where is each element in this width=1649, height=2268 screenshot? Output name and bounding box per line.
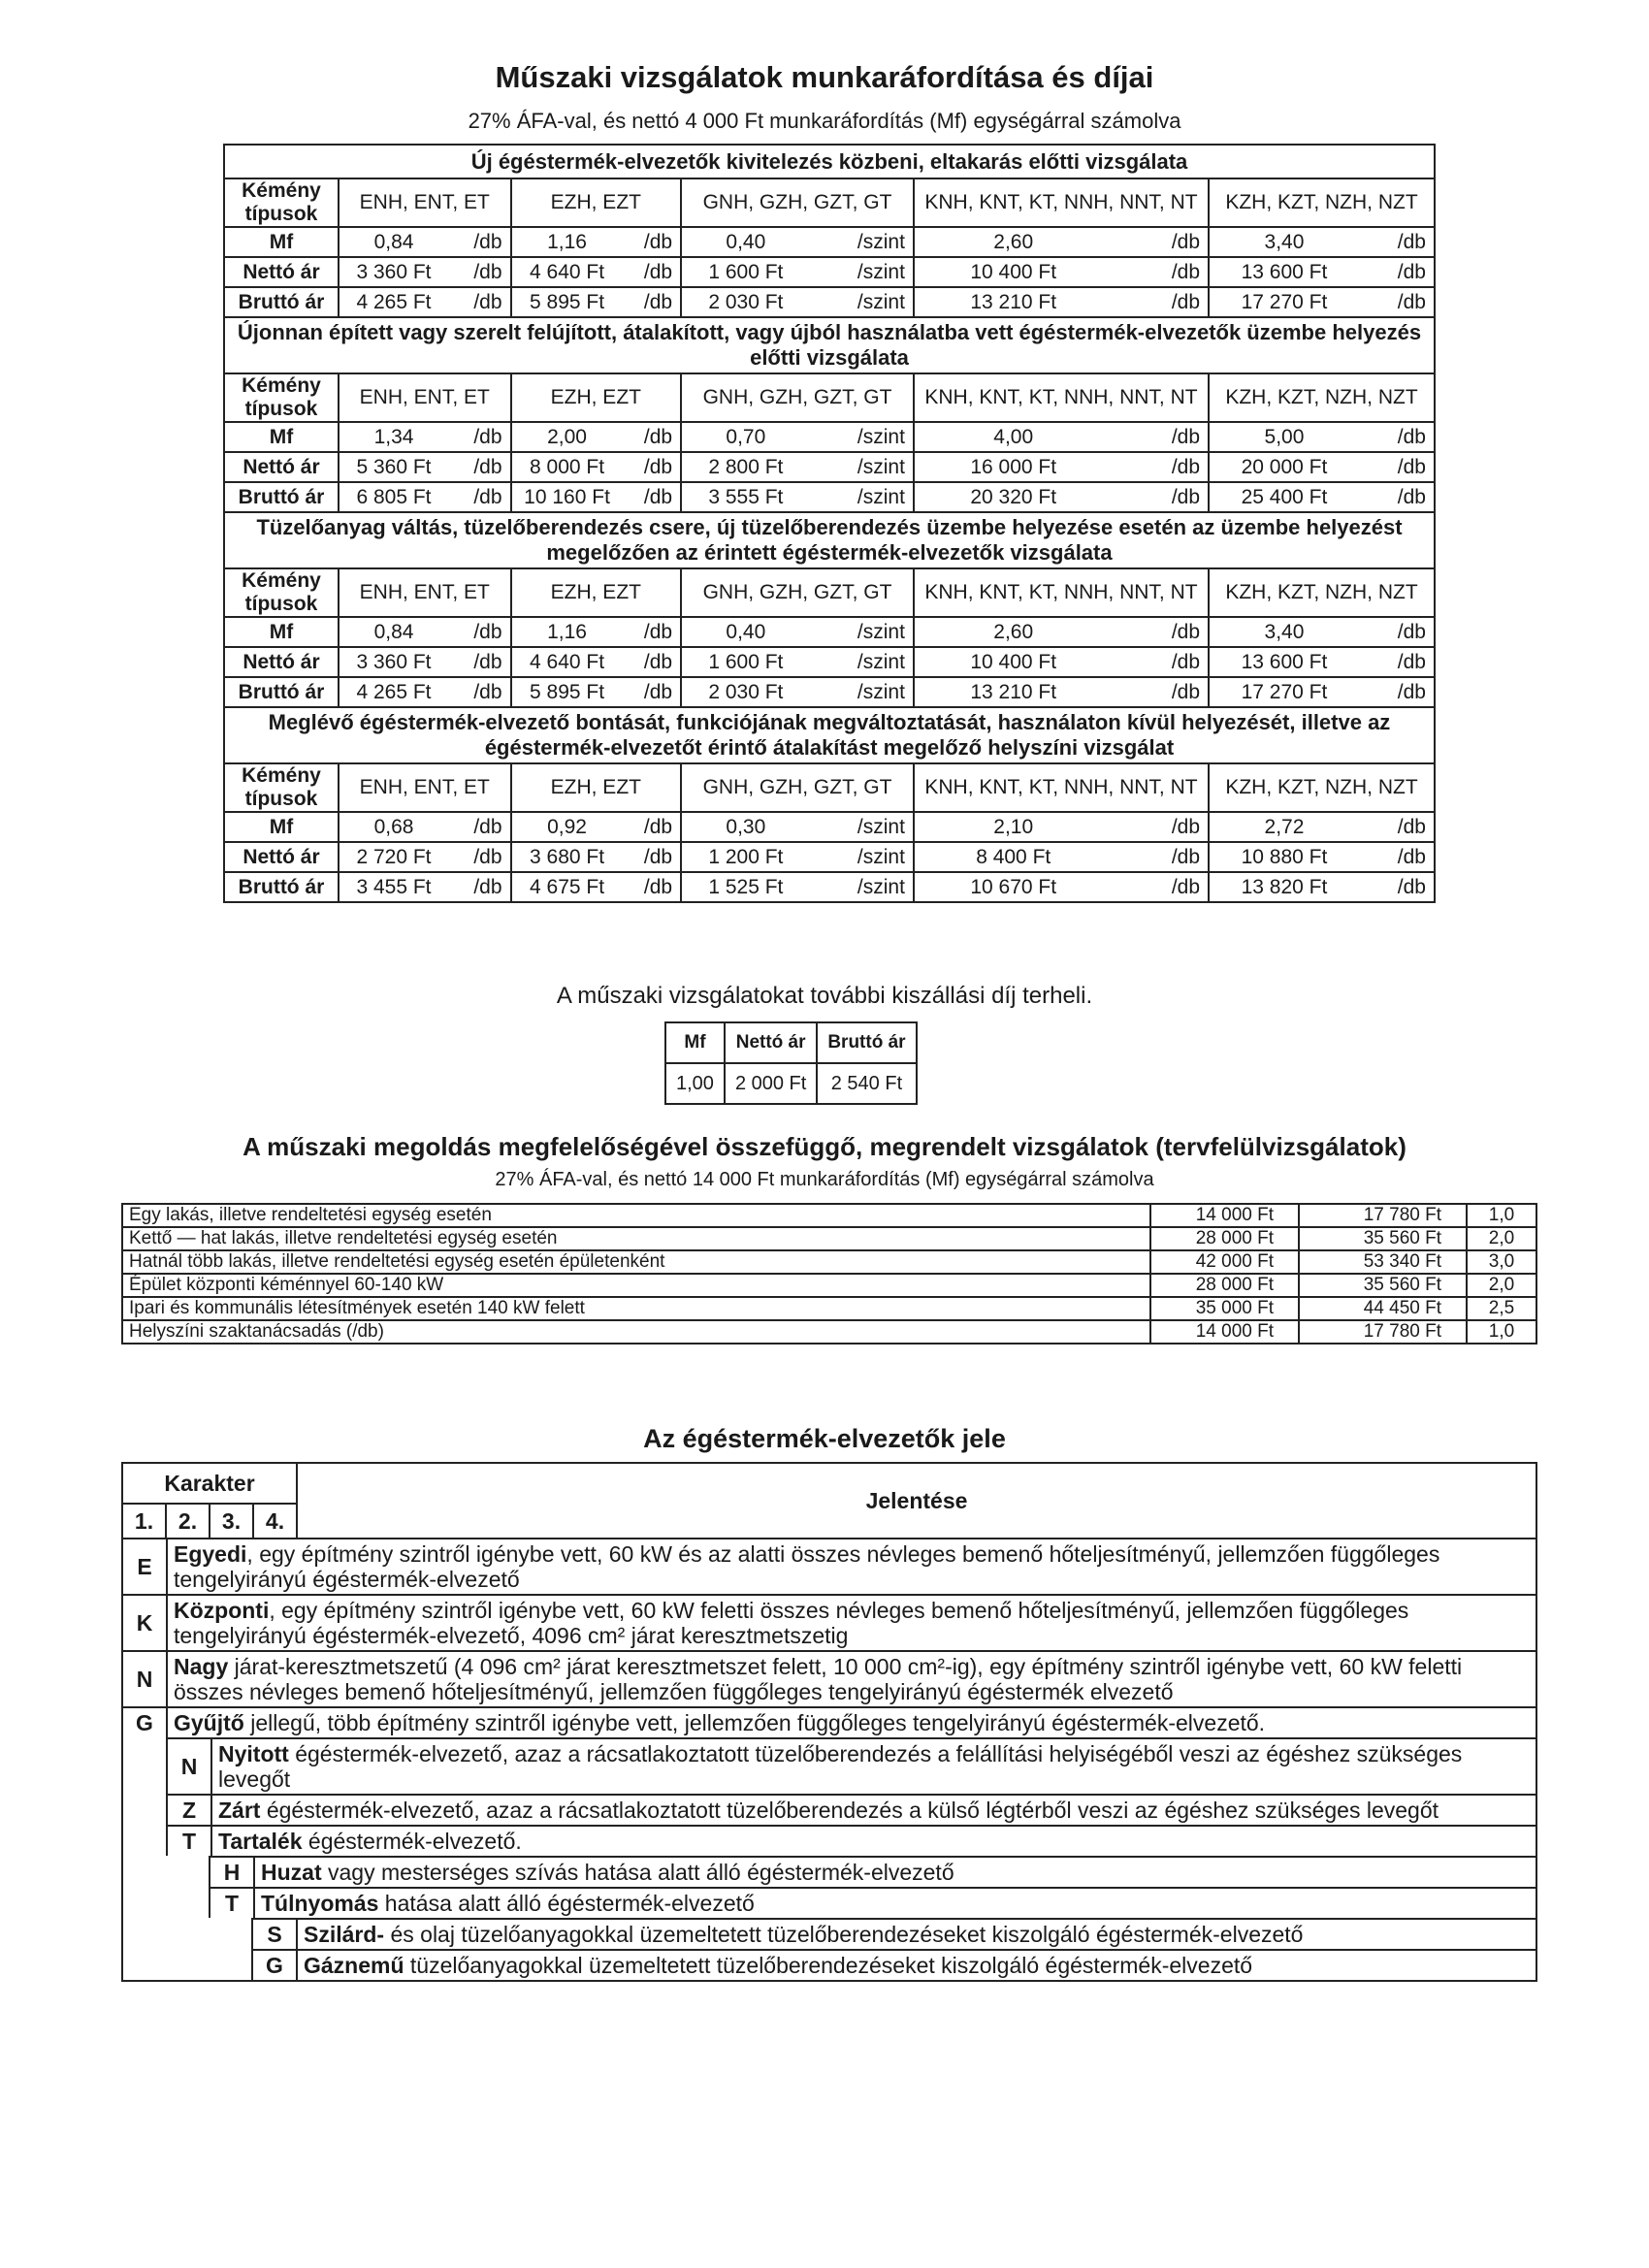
unit-label: /db [623,287,682,317]
unit-label: /db [1113,287,1210,317]
legend-meaning [212,1796,1537,1825]
net-value: 5 360 Ft [339,452,448,482]
unit-label: /db [1359,677,1435,707]
net-value: 16 000 Ft [914,452,1113,482]
unit-label: /db [448,647,511,677]
chimney-type-header: KNH, KNT, KT, NNH, NNT, NT [914,568,1209,617]
legend-code: T [168,1827,212,1856]
unit-label: /db [1359,422,1435,452]
inspection-price-table [223,144,1436,903]
legend-title: Az égéstermék-elvezetők jele [643,1424,1006,1453]
legend-description: vagy mesterséges szívás hatása alatt álló égéstermék-elvezető [321,1860,954,1885]
row-label-mf: Mf [224,812,339,842]
mf-value: 2,00 [511,422,623,452]
unit-label: /db [623,257,682,287]
gross-price: 35 560 Ft [1299,1274,1467,1297]
chimney-type-header: GNH, GZH, GZT, GT [681,373,914,422]
unit-label: /db [1359,812,1435,842]
mf-value: 3,0 [1467,1250,1536,1274]
unit-label: /db [448,617,511,647]
unit-label: /db [1113,812,1210,842]
legend-meaning [168,1596,1537,1650]
unit-label: /szint [810,647,914,677]
net-value: 3 680 Ft [511,842,623,872]
legend-row [209,1856,1537,1887]
chimney-type-header: GNH, GZH, GZT, GT [681,568,914,617]
unit-label: /szint [810,677,914,707]
unit-label: /db [448,287,511,317]
mf-value: 2,60 [914,227,1113,257]
plan-review-row [122,1297,1536,1320]
legend-col-1: 1. [123,1505,167,1538]
gross-value: 13 210 Ft [914,677,1113,707]
legend-col-2: 2. [167,1505,210,1538]
legend-meaning [212,1739,1537,1794]
mf-value: 2,60 [914,617,1113,647]
unit-label: /db [623,677,682,707]
legend-description: jellegű, több építmény szintről igénybe vett, jellemzően függőleges tengelyirányú égéstermék-elvezető. [243,1710,1266,1735]
legend-row [209,1887,1537,1918]
unit-label: /db [623,422,682,452]
travel-mf: 1,00 [665,1063,725,1104]
travel-net: 2 000 Ft [725,1063,817,1104]
mf-value: 2,72 [1209,812,1359,842]
net-price: 42 000 Ft [1150,1250,1299,1274]
service-label: Helyszíni szaktanácsadás (/db) [122,1320,1150,1344]
gross-price: 35 560 Ft [1299,1227,1467,1250]
travel-gross: 2 540 Ft [817,1063,916,1104]
net-value: 1 600 Ft [681,647,810,677]
net-value: 10 400 Ft [914,647,1113,677]
unit-label: /db [1113,482,1210,512]
row-label-net: Nettó ár [224,842,339,872]
chimney-type-header: EZH, EZT [511,568,682,617]
legend-description: hatása alatt álló égéstermék-elvezető [378,1891,755,1916]
chimney-types-label: Kémény típusok [224,763,339,812]
chimney-type-header: KZH, KZT, NZH, NZT [1209,763,1435,812]
legend-term: Gáznemű [304,1953,404,1978]
legend-description: tüzelőanyagokkal üzemeltetett tüzelőberendezéseket kiszolgáló égéstermék-elvezető [404,1953,1253,1978]
unit-label: /db [623,647,682,677]
mf-value: 0,40 [681,227,810,257]
mf-value: 0,92 [511,812,623,842]
unit-label: /db [1359,287,1435,317]
unit-label: /szint [810,482,914,512]
legend-code: S [253,1920,298,1949]
unit-label: /db [623,482,682,512]
unit-label: /db [623,872,682,902]
unit-label: /db [1359,482,1435,512]
chimney-types-label: Kémény típusok [224,373,339,422]
net-value: 3 360 Ft [339,647,448,677]
legend-code: G [253,1951,298,1980]
plan-review-row [122,1250,1536,1274]
gross-value: 1 525 Ft [681,872,810,902]
legend-row [166,1825,1537,1856]
legend-term: Nyitott [218,1741,289,1766]
legend-meaning [168,1539,1537,1594]
net-price: 14 000 Ft [1150,1204,1299,1227]
net-value: 8 000 Ft [511,452,623,482]
chimney-type-header: EZH, EZT [511,373,682,422]
net-value: 1 200 Ft [681,842,810,872]
gross-value: 25 400 Ft [1209,482,1359,512]
legend-meaning [212,1827,1537,1856]
unit-label: /szint [810,842,914,872]
plan-review-title: A műszaki megoldás megfelelőségével összefüggő, megrendelt vizsgálatok (tervfelülvizsgálatok) [242,1132,1406,1161]
chimney-type-header: ENH, ENT, ET [339,373,511,422]
row-label-net: Nettó ár [224,452,339,482]
chimney-code-legend [121,1462,1537,1982]
net-value: 13 600 Ft [1209,647,1359,677]
chimney-type-header: ENH, ENT, ET [339,763,511,812]
legend-description: égéstermék-elvezető, azaz a rácsatlakoztatott tüzelőberendezés a felállítási helyiségéből veszi az égéshez szükséges levegőt [218,1741,1463,1792]
section-heading: Újonnan épített vagy szerelt felújított, átalakított, vagy újból használatba vett égéstermék-elvezetők üzembe helyezés előtti vizsgálata [224,317,1435,373]
net-value: 1 600 Ft [681,257,810,287]
unit-label: /db [1113,617,1210,647]
gross-value: 10 670 Ft [914,872,1113,902]
mf-value: 2,10 [914,812,1113,842]
chimney-types-label: Kémény típusok [224,568,339,617]
unit-label: /db [1113,257,1210,287]
net-price: 35 000 Ft [1150,1297,1299,1320]
legend-row [251,1918,1537,1949]
legend-code: E [123,1539,168,1594]
service-label: Egy lakás, illetve rendeltetési egység esetén [122,1204,1150,1227]
plan-review-row [122,1204,1536,1227]
gross-value: 20 320 Ft [914,482,1113,512]
gross-value: 4 265 Ft [339,677,448,707]
page-subtitle: 27% ÁFA-val, és nettó 4 000 Ft munkaráfordítás (Mf) egységárral számolva [468,109,1181,133]
legend-description: és olaj tüzelőanyagokkal üzemeltetett tüzelőberendezéseket kiszolgáló égéstermék-elvezető [384,1922,1304,1947]
legend-row [123,1650,1537,1706]
net-price: 28 000 Ft [1150,1227,1299,1250]
mf-value: 1,16 [511,617,623,647]
legend-karakter-header: Karakter [123,1464,296,1505]
legend-code: G [123,1708,168,1737]
legend-row [123,1706,1537,1737]
unit-label: /db [448,452,511,482]
net-value: 4 640 Ft [511,647,623,677]
legend-meaning [255,1858,1537,1887]
chimney-type-header: ENH, ENT, ET [339,178,511,227]
legend-row [123,1538,1537,1594]
net-value: 4 640 Ft [511,257,623,287]
unit-label: /db [1359,647,1435,677]
mf-value: 1,34 [339,422,448,452]
mf-value: 1,0 [1467,1204,1536,1227]
mf-value: 3,40 [1209,227,1359,257]
mf-value: 2,5 [1467,1297,1536,1320]
legend-description: égéstermék-elvezető. [302,1829,522,1854]
legend-term: Túlnyomás [261,1891,379,1916]
legend-term: Nagy [174,1654,229,1679]
chimney-type-header: KZH, KZT, NZH, NZT [1209,373,1435,422]
travel-fee-table [664,1021,918,1105]
chimney-type-header: EZH, EZT [511,763,682,812]
legend-meaning [168,1708,1537,1737]
page-title: Műszaki vizsgálatok munkaráfordítása és díjai [495,60,1154,94]
unit-label: /db [448,227,511,257]
legend-term: Tartalék [218,1829,303,1854]
row-label-mf: Mf [224,227,339,257]
section-heading: Meglévő égéstermék-elvezető bontását, funkciójának megváltoztatását, használaton kívül helyezését, illetve az égéstermék-elvezetőt érintő átalakítást megelőző helyszíni vizsgálat [224,707,1435,763]
service-label: Ipari és kommunális létesítmények esetén 140 kW felett [122,1297,1150,1320]
unit-label: /szint [810,422,914,452]
unit-label: /db [1113,452,1210,482]
legend-meaning [168,1652,1537,1706]
legend-col-4: 4. [265,1508,285,1534]
plan-review-row [122,1227,1536,1250]
unit-label: /db [448,872,511,902]
row-label-gross: Bruttó ár [224,677,339,707]
net-value: 3 360 Ft [339,257,448,287]
chimney-type-header: KZH, KZT, NZH, NZT [1209,178,1435,227]
unit-label: /szint [810,452,914,482]
legend-description: járat-keresztmetszetű (4 096 cm² járat keresztmetszet felett, 10 000 cm²-ig), egy építmény szintről igénybe vett, 60 kW feletti összes névleges bemenő hőteljesítményű, jellemzően függőleges tengelyirányú égéstermék elvezető [174,1654,1463,1704]
legend-row [251,1949,1537,1980]
legend-col-3: 3. [210,1505,254,1538]
legend-description: égéstermék-elvezető, azaz a rácsatlakoztatott tüzelőberendezés a külső légtérből veszi az égéshez szükséges levegőt [260,1798,1439,1823]
legend-description: , egy építmény szintről igénybe vett, 60 kW feletti összes névleges bemenő hőteljesítményű, jellemzően függőleges tengelyirányú égéstermék-elvezető, 4096 cm² járat keresztmetszetig [174,1598,1409,1648]
chimney-type-header: KNH, KNT, KT, NNH, NNT, NT [914,763,1209,812]
plan-review-row [122,1274,1536,1297]
mf-value: 0,30 [681,812,810,842]
legend-term: Zárt [218,1798,261,1823]
gross-value: 13 820 Ft [1209,872,1359,902]
row-label-net: Nettó ár [224,647,339,677]
gross-value: 10 160 Ft [511,482,623,512]
gross-value: 4 675 Ft [511,872,623,902]
service-label: Hatnál több lakás, illetve rendeltetési egység esetén épületenként [122,1250,1150,1274]
chimney-type-header: KNH, KNT, KT, NNH, NNT, NT [914,178,1209,227]
unit-label: /db [448,257,511,287]
mf-value: 0,68 [339,812,448,842]
unit-label: /db [448,842,511,872]
unit-label: /db [1359,617,1435,647]
unit-label: /db [1113,422,1210,452]
unit-label: /db [1359,842,1435,872]
gross-value: 17 270 Ft [1209,287,1359,317]
net-value: 10 400 Ft [914,257,1113,287]
unit-label: /db [448,812,511,842]
gross-value: 5 895 Ft [511,287,623,317]
mf-value: 3,40 [1209,617,1359,647]
section-heading: Új égéstermék-elvezetők kivitelezés közbeni, eltakarás előtti vizsgálata [224,145,1435,178]
gross-value: 2 030 Ft [681,287,810,317]
unit-label: /db [448,422,511,452]
legend-row [166,1794,1537,1825]
unit-label: /db [623,812,682,842]
legend-meaning [298,1951,1537,1980]
unit-label: /db [1113,227,1210,257]
gross-value: 3 555 Ft [681,482,810,512]
plan-review-row [122,1320,1536,1344]
chimney-type-header: KZH, KZT, NZH, NZT [1209,568,1435,617]
net-value: 8 400 Ft [914,842,1113,872]
unit-label: /db [448,482,511,512]
section-heading: Tüzelőanyag váltás, tüzelőberendezés csere, új tüzelőberendezés üzembe helyezése esetén az üzembe helyezést megelőzően az érintett égéstermék-elvezetők vizsgálata [224,512,1435,568]
mf-value: 2,0 [1467,1274,1536,1297]
row-label-gross: Bruttó ár [224,872,339,902]
gross-price: 53 340 Ft [1299,1250,1467,1274]
plan-review-table [121,1203,1537,1345]
plan-review-subtitle: 27% ÁFA-val, és nettó 14 000 Ft munkaráfordítás (Mf) egységárral számolva [495,1169,1154,1190]
chimney-type-header: GNH, GZH, GZT, GT [681,178,914,227]
gross-price: 44 450 Ft [1299,1297,1467,1320]
unit-label: /szint [810,872,914,902]
mf-value: 5,00 [1209,422,1359,452]
mf-value: 0,70 [681,422,810,452]
legend-term: Gyűjtő [174,1710,244,1735]
mf-value: 0,84 [339,227,448,257]
mf-value: 0,40 [681,617,810,647]
travel-mf-header: Mf [665,1022,725,1063]
mf-value: 4,00 [914,422,1113,452]
unit-label: /db [1113,872,1210,902]
mf-value: 1,16 [511,227,623,257]
unit-label: /szint [810,287,914,317]
unit-label: /szint [810,257,914,287]
mf-value: 0,84 [339,617,448,647]
unit-label: /db [1113,842,1210,872]
row-label-gross: Bruttó ár [224,482,339,512]
legend-description: , egy építmény szintről igénybe vett, 60 kW és az alatti összes névleges bemenő hőteljesítményű, jellemzően függőleges tengelyirányú égéstermék-elvezető [174,1541,1440,1592]
unit-label: /db [1113,647,1210,677]
unit-label: /db [623,842,682,872]
mf-value: 2,0 [1467,1227,1536,1250]
chimney-types-label: Kémény típusok [224,178,339,227]
unit-label: /szint [810,227,914,257]
legend-term: Szilárd- [304,1922,385,1947]
legend-term: Egyedi [174,1541,247,1567]
chimney-type-header: ENH, ENT, ET [339,568,511,617]
mf-value: 1,0 [1467,1320,1536,1344]
net-price: 28 000 Ft [1150,1274,1299,1297]
legend-code: N [123,1652,168,1706]
service-label: Kettő — hat lakás, illetve rendeltetési egység esetén [122,1227,1150,1250]
unit-label: /db [448,677,511,707]
unit-label: /db [1113,677,1210,707]
travel-gross-header: Bruttó ár [817,1022,916,1063]
unit-label: /db [1359,257,1435,287]
gross-value: 13 210 Ft [914,287,1113,317]
gross-value: 3 455 Ft [339,872,448,902]
legend-term: Központi [174,1598,270,1623]
unit-label: /db [623,227,682,257]
unit-label: /szint [810,617,914,647]
unit-label: /db [1359,452,1435,482]
gross-value: 17 270 Ft [1209,677,1359,707]
chimney-type-header: GNH, GZH, GZT, GT [681,763,914,812]
gross-value: 4 265 Ft [339,287,448,317]
gross-value: 5 895 Ft [511,677,623,707]
legend-code: H [210,1858,255,1887]
row-label-gross: Bruttó ár [224,287,339,317]
gross-price: 17 780 Ft [1299,1320,1467,1344]
row-label-mf: Mf [224,422,339,452]
net-price: 14 000 Ft [1150,1320,1299,1344]
row-label-net: Nettó ár [224,257,339,287]
unit-label: /db [1359,872,1435,902]
unit-label: /szint [810,812,914,842]
legend-row [123,1594,1537,1650]
gross-value: 6 805 Ft [339,482,448,512]
gross-value: 2 030 Ft [681,677,810,707]
legend-code: N [168,1739,212,1794]
net-value: 2 720 Ft [339,842,448,872]
net-value: 10 880 Ft [1209,842,1359,872]
legend-meaning-header: Jelentése [865,1487,968,1513]
net-value: 20 000 Ft [1209,452,1359,482]
net-value: 2 800 Ft [681,452,810,482]
gross-price: 17 780 Ft [1299,1204,1467,1227]
unit-label: /db [1359,227,1435,257]
legend-code: K [123,1596,168,1650]
legend-meaning [255,1889,1537,1918]
legend-code: T [210,1889,255,1918]
unit-label: /db [623,617,682,647]
travel-fee-note: A műszaki vizsgálatokat további kiszállási díj terheli. [556,983,1093,1009]
legend-meaning [298,1920,1537,1949]
row-label-mf: Mf [224,617,339,647]
unit-label: /db [623,452,682,482]
legend-code: Z [168,1796,212,1825]
legend-term: Huzat [261,1860,322,1885]
travel-net-header: Nettó ár [725,1022,817,1063]
service-label: Épület központi kéménnyel 60-140 kW [122,1274,1150,1297]
chimney-type-header: KNH, KNT, KT, NNH, NNT, NT [914,373,1209,422]
chimney-type-header: EZH, EZT [511,178,682,227]
net-value: 13 600 Ft [1209,257,1359,287]
legend-row [166,1737,1537,1794]
